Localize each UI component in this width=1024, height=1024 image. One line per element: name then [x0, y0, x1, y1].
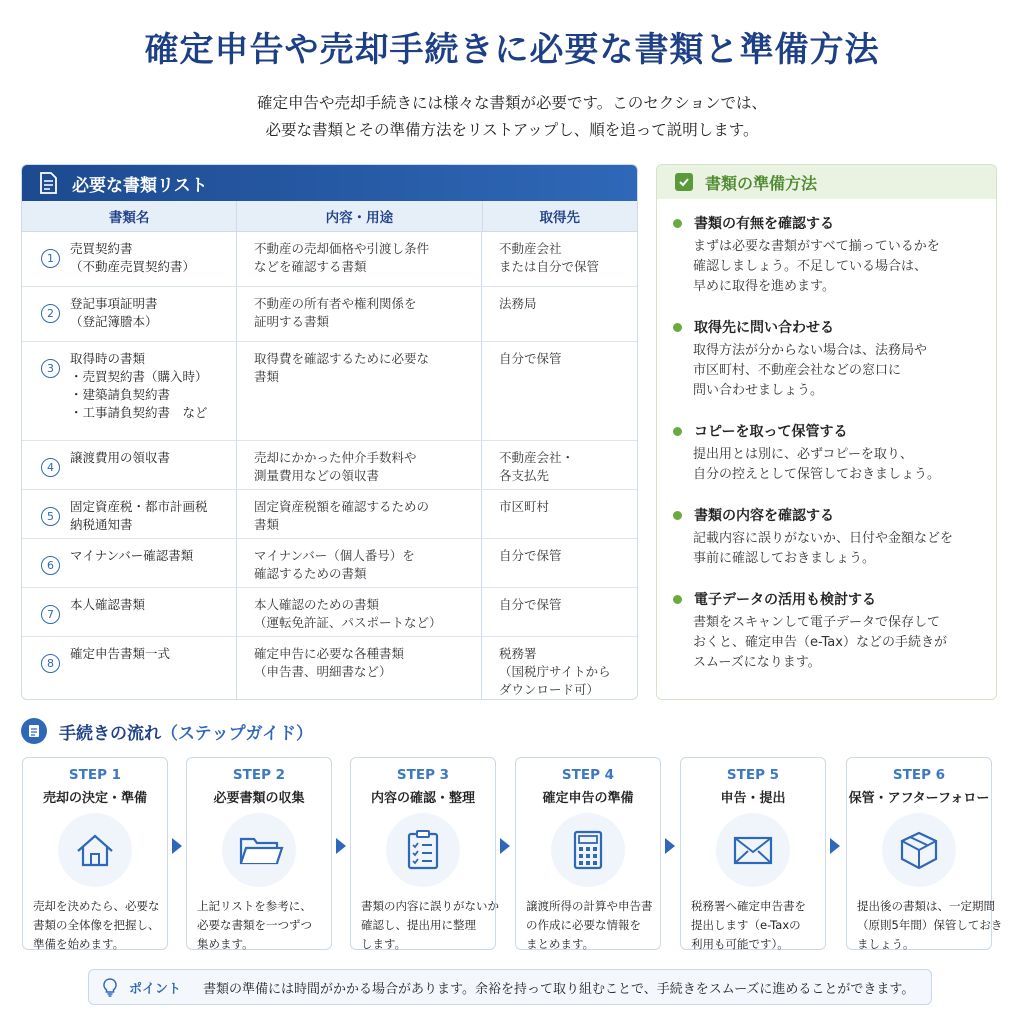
doc-source-line: 税務署: [499, 646, 537, 661]
prep-item: [673, 589, 947, 673]
prep-item-line: 記載内容に誤りがないか、日付や金額などを: [693, 531, 954, 546]
step-card-6: [846, 757, 1003, 951]
step-number: STEP 2: [232, 767, 286, 783]
step-name: 内容の確認・整理: [370, 791, 475, 806]
calculator-icon: [563, 825, 613, 875]
row-number-badge: 3: [41, 359, 60, 378]
row-number-badge: 6: [41, 556, 60, 575]
doc-source-cell: [482, 490, 637, 538]
doc-name-cell: [22, 588, 237, 636]
doc-name-cell: [22, 342, 237, 440]
doc-name: [70, 498, 208, 538]
doc-source-cell: [482, 287, 637, 341]
doc-content-line: 不動産の売却価格や引渡し条件: [254, 241, 430, 256]
doc-content-cell: [237, 342, 482, 440]
doc-content-cell: [237, 588, 482, 636]
prep-item-line: 自分の控えとして保管しておきましょう。: [693, 467, 941, 482]
prep-header: [657, 165, 996, 199]
doc-source-cell: [482, 441, 637, 489]
doc-name-line: 取得時の書類: [70, 351, 146, 366]
doc-content-cell: [237, 539, 482, 587]
doc-content-line: 測量費用などの領収書: [254, 468, 380, 483]
prep-item-line: 問い合わせましょう。: [693, 383, 824, 398]
step-icon-circle: [222, 813, 296, 887]
row-number-badge: 7: [41, 605, 60, 624]
step-description: [526, 897, 660, 954]
prep-item-title: 書類の有無を確認する: [694, 216, 834, 232]
doc-source-line: ダウンロード可）: [499, 682, 600, 697]
doc-content-cell: [237, 287, 482, 341]
step-number: STEP 4: [561, 767, 615, 783]
col-header-name: 書類名: [22, 201, 237, 231]
bullet-dot-icon: [673, 595, 682, 604]
step-description: [691, 897, 825, 954]
prep-item-title: 電子データの活用も検討する: [694, 592, 876, 608]
prep-item-heading: [673, 421, 940, 441]
doc-content-line: 固定資産税額を確認するための: [254, 499, 430, 514]
steps-title: [21, 718, 313, 744]
doc-content-line: などを確認する書類: [254, 259, 367, 274]
step-desc-line: 譲渡所得の計算や申告書: [526, 899, 653, 913]
docs-table-body: [22, 232, 637, 699]
prep-header-label: 書類の準備方法: [705, 173, 818, 193]
step-card-3: [350, 757, 499, 951]
doc-name-cell: [22, 539, 237, 587]
table-row: [22, 539, 637, 588]
doc-source-line: （国税庁サイトから: [499, 664, 611, 679]
doc-name-cell: [22, 637, 237, 699]
step-description: [361, 897, 499, 954]
step-desc-line: 提出します（e-Taxの: [691, 918, 801, 932]
docs-panel: [21, 164, 638, 700]
step-name: 売却の決定・準備: [42, 791, 147, 806]
doc-content-cell: [237, 232, 482, 286]
prep-item-line: 事前に確認しておきましょう。: [693, 551, 876, 566]
step-description: [197, 897, 331, 954]
prep-item-body: [693, 613, 947, 673]
prep-item-title: 取得先に問い合わせる: [694, 320, 834, 336]
doc-content-line: 売却にかかった仲介手数料や: [254, 450, 417, 465]
step-desc-line: 必要な書類を一つずつ: [197, 918, 312, 932]
doc-content-line: （申告書、明細書など）: [254, 664, 392, 679]
table-row: [22, 287, 637, 342]
doc-content-line: 証明する書類: [254, 314, 330, 329]
col-header-source: 取得先: [539, 210, 580, 226]
prep-item-line: スムーズになります。: [693, 655, 821, 670]
doc-name-line: 固定資産税・都市計画税: [70, 499, 208, 514]
prep-item-heading: [673, 213, 940, 233]
prep-item-line: おくと、確定申告（e-Tax）などの手続きが: [693, 635, 947, 650]
doc-name: [70, 596, 145, 636]
house-icon: [70, 825, 120, 875]
prep-item-line: まずは必要な書類がすべて揃っているかを: [693, 239, 940, 254]
step-desc-line: 売却を決めたら、必要な: [33, 899, 160, 913]
doc-name-cell: [22, 287, 237, 341]
step-desc-line: （原則5年間）保管しておき: [857, 918, 1003, 932]
intro-text: [0, 90, 1024, 144]
step-desc-line: 提出後の書類は、一定期間: [857, 899, 995, 913]
doc-source-line: 自分で保管: [499, 548, 562, 563]
step-description: [857, 897, 1003, 954]
step-number: STEP 5: [726, 767, 780, 783]
prep-item-line: 書類をスキャンして電子データで保存して: [693, 615, 941, 630]
doc-name-line: 登記事項証明書: [70, 296, 158, 311]
doc-name: [70, 547, 193, 587]
row-number-badge: 2: [41, 304, 60, 323]
doc-name-line: マイナンバー確認書類: [70, 548, 194, 563]
doc-content-line: 確定申告に必要な各種書類: [254, 646, 405, 661]
doc-name-line: 納税通知書: [70, 517, 133, 532]
step-desc-line: します。: [361, 937, 407, 951]
step-card-4: [515, 757, 661, 950]
steps-subtitle: （ステップガイド）: [161, 723, 313, 744]
step-icon-circle: [551, 813, 625, 887]
prep-item-title: コピーを取って保管する: [694, 424, 848, 440]
step-number: STEP 6: [892, 767, 946, 783]
prep-item-line: 市区町村、不動産会社などの窓口に: [693, 363, 902, 378]
doc-source-cell: [482, 637, 637, 699]
step-name: 申告・提出: [720, 791, 786, 806]
doc-source-line: 法務局: [499, 296, 537, 311]
doc-name-line: 確定申告書類一式: [70, 646, 171, 661]
doc-name-line: （不動産売買契約書）: [70, 259, 196, 274]
doc-content-line: 取得費を確認するために必要な: [254, 351, 430, 366]
envelope-icon: [728, 825, 778, 875]
step-card-5: [680, 757, 826, 950]
prep-item-body: [693, 529, 953, 569]
doc-source-cell: [482, 342, 637, 440]
doc-content-line: 書類: [254, 369, 280, 384]
step-arrow-icon: [172, 838, 182, 854]
prep-item-heading: [673, 589, 947, 609]
intro-line: 必要な書類とその準備方法をリストアップし、順を追って説明します。: [265, 121, 759, 139]
document-icon: [38, 172, 58, 194]
step-icon-circle: [58, 813, 132, 887]
prep-item-heading: [673, 505, 953, 525]
table-row: [22, 490, 637, 539]
doc-content-line: 確認するための書類: [254, 566, 367, 581]
bullet-dot-icon: [673, 219, 682, 228]
step-arrow-icon: [336, 838, 346, 854]
doc-content-line: 不動産の所有者や権利関係を: [254, 296, 417, 311]
prep-item: [673, 505, 953, 569]
step-desc-line: 利用も可能です）。: [691, 937, 789, 951]
page-title: 確定申告や売却手続きに必要な書類と準備方法: [144, 30, 880, 70]
doc-name-line: （登記簿謄本）: [70, 314, 158, 329]
step-desc-line: の作成に必要な情報を: [526, 918, 641, 932]
table-row: [22, 232, 637, 287]
col-header-content: 内容・用途: [237, 201, 482, 231]
step-desc-line: 書類の内容に誤りがないか: [361, 899, 499, 913]
point-text: 書類の準備には時間がかかる場合があります。余裕を持って取り組むことで、手続きをスムーズに進めることができます。: [203, 981, 915, 997]
step-name: 保管・アフターフォロー: [848, 791, 990, 806]
point-label: ポイント: [129, 981, 182, 997]
step-icon-circle: [882, 813, 956, 887]
doc-content-cell: [237, 490, 482, 538]
step-icon-circle: [716, 813, 790, 887]
doc-name-cell: [22, 441, 237, 489]
table-row: [22, 588, 637, 637]
step-desc-line: 準備を始めます。: [33, 937, 125, 951]
doc-source-line: または自分で保管: [499, 259, 600, 274]
doc-source-line: 不動産会社: [499, 241, 562, 256]
doc-source-line: 自分で保管: [499, 597, 562, 612]
doc-source-cell: [482, 232, 637, 286]
prep-item: [673, 317, 927, 401]
doc-source-cell: [482, 539, 637, 587]
point-bar: [88, 969, 932, 1005]
step-arrow-icon: [830, 838, 840, 854]
docs-table-header: [22, 201, 637, 232]
doc-name-line: ・工事請負契約書 など: [70, 405, 208, 420]
prep-item: [673, 421, 940, 485]
doc-content-cell: [237, 441, 482, 489]
lightbulb-icon: [99, 976, 121, 998]
prep-item: [673, 213, 940, 297]
step-card-2: [186, 757, 332, 950]
prep-item-line: 確認しましょう。不足している場合は、: [693, 259, 928, 274]
doc-source-line: 不動産会社・: [499, 450, 575, 465]
step-name: 確定申告の準備: [542, 791, 634, 806]
step-desc-line: まとめます。: [526, 937, 595, 951]
prep-item-title: 書類の内容を確認する: [694, 508, 834, 524]
step-desc-line: 集めます。: [197, 937, 254, 951]
step-desc-line: ましょう。: [857, 937, 915, 951]
doc-content-cell: [237, 637, 482, 699]
row-number-badge: 8: [41, 654, 60, 673]
check-icon: [675, 173, 693, 191]
bullet-dot-icon: [673, 511, 682, 520]
doc-name-line: 本人確認書類: [70, 597, 146, 612]
doc-content-line: （運転免許証、パスポートなど）: [254, 615, 442, 630]
prep-item-line: 早めに取得を進めます。: [693, 279, 835, 294]
step-desc-line: 上記リストを参考に、: [197, 899, 312, 913]
prep-item-body: [693, 341, 927, 401]
docs-header-label: 必要な書類リスト: [72, 175, 208, 196]
prep-item-line: 提出用とは別に、必ずコピーを取り、: [693, 447, 913, 462]
doc-content-line: 本人確認のための書類: [254, 597, 380, 612]
row-number-badge: 5: [41, 507, 60, 526]
step-number: STEP 3: [396, 767, 450, 783]
doc-name: [70, 350, 208, 440]
checklist-icon: [398, 825, 448, 875]
table-row: [22, 441, 637, 490]
doc-content-line: 書類: [254, 517, 280, 532]
doc-source-cell: [482, 588, 637, 636]
prep-item-heading: [673, 317, 927, 337]
doc-name-line: 譲渡費用の領収書: [70, 450, 171, 465]
row-number-badge: 1: [41, 249, 60, 268]
bullet-dot-icon: [673, 427, 682, 436]
prep-item-body: [693, 445, 940, 485]
doc-source-line: 市区町村: [499, 499, 550, 514]
folder-icon: [234, 825, 284, 875]
table-row: [22, 342, 637, 441]
step-card-1: [22, 757, 168, 950]
doc-name: [70, 240, 195, 286]
doc-name-cell: [22, 232, 237, 286]
doc-content-line: マイナンバー（個人番号）を: [254, 548, 415, 563]
bullet-dot-icon: [673, 323, 682, 332]
table-row: [22, 637, 637, 699]
doc-name-line: ・売買契約書（購入時）: [70, 369, 208, 384]
step-description: [33, 897, 167, 954]
step-icon-circle: [386, 813, 460, 887]
box-icon: [894, 825, 944, 875]
step-arrow-icon: [500, 838, 510, 854]
doc-name-cell: [22, 490, 237, 538]
prep-panel: [656, 164, 997, 700]
row-number-badge: 4: [41, 458, 60, 477]
step-desc-line: 税務署へ確定申告書を: [691, 899, 806, 913]
steps-title-label: 手続きの流れ: [59, 723, 161, 744]
doc-name: [70, 295, 158, 341]
step-arrow-icon: [665, 838, 675, 854]
doc-name-line: ・建築請負契約書: [70, 387, 171, 402]
doc-source-line: 各支払先: [499, 468, 550, 483]
step-name: 必要書類の収集: [213, 791, 305, 806]
doc-name: [70, 645, 170, 699]
step-number: STEP 1: [68, 767, 122, 783]
prep-item-body: [693, 237, 940, 297]
step-desc-line: 書類の全体像を把握し、: [33, 918, 160, 932]
doc-name-line: 売買契約書: [70, 241, 133, 256]
intro-line: 確定申告や売却手続きには様々な書類が必要です。このセクションでは、: [257, 94, 767, 112]
step-desc-line: 確認し、提出用に整理: [361, 918, 476, 932]
docs-header: [22, 165, 637, 201]
clipboard-icon: [21, 718, 47, 744]
doc-source-line: 自分で保管: [499, 351, 562, 366]
doc-name: [70, 449, 170, 489]
prep-item-line: 取得方法が分からない場合は、法務局や: [693, 343, 928, 358]
